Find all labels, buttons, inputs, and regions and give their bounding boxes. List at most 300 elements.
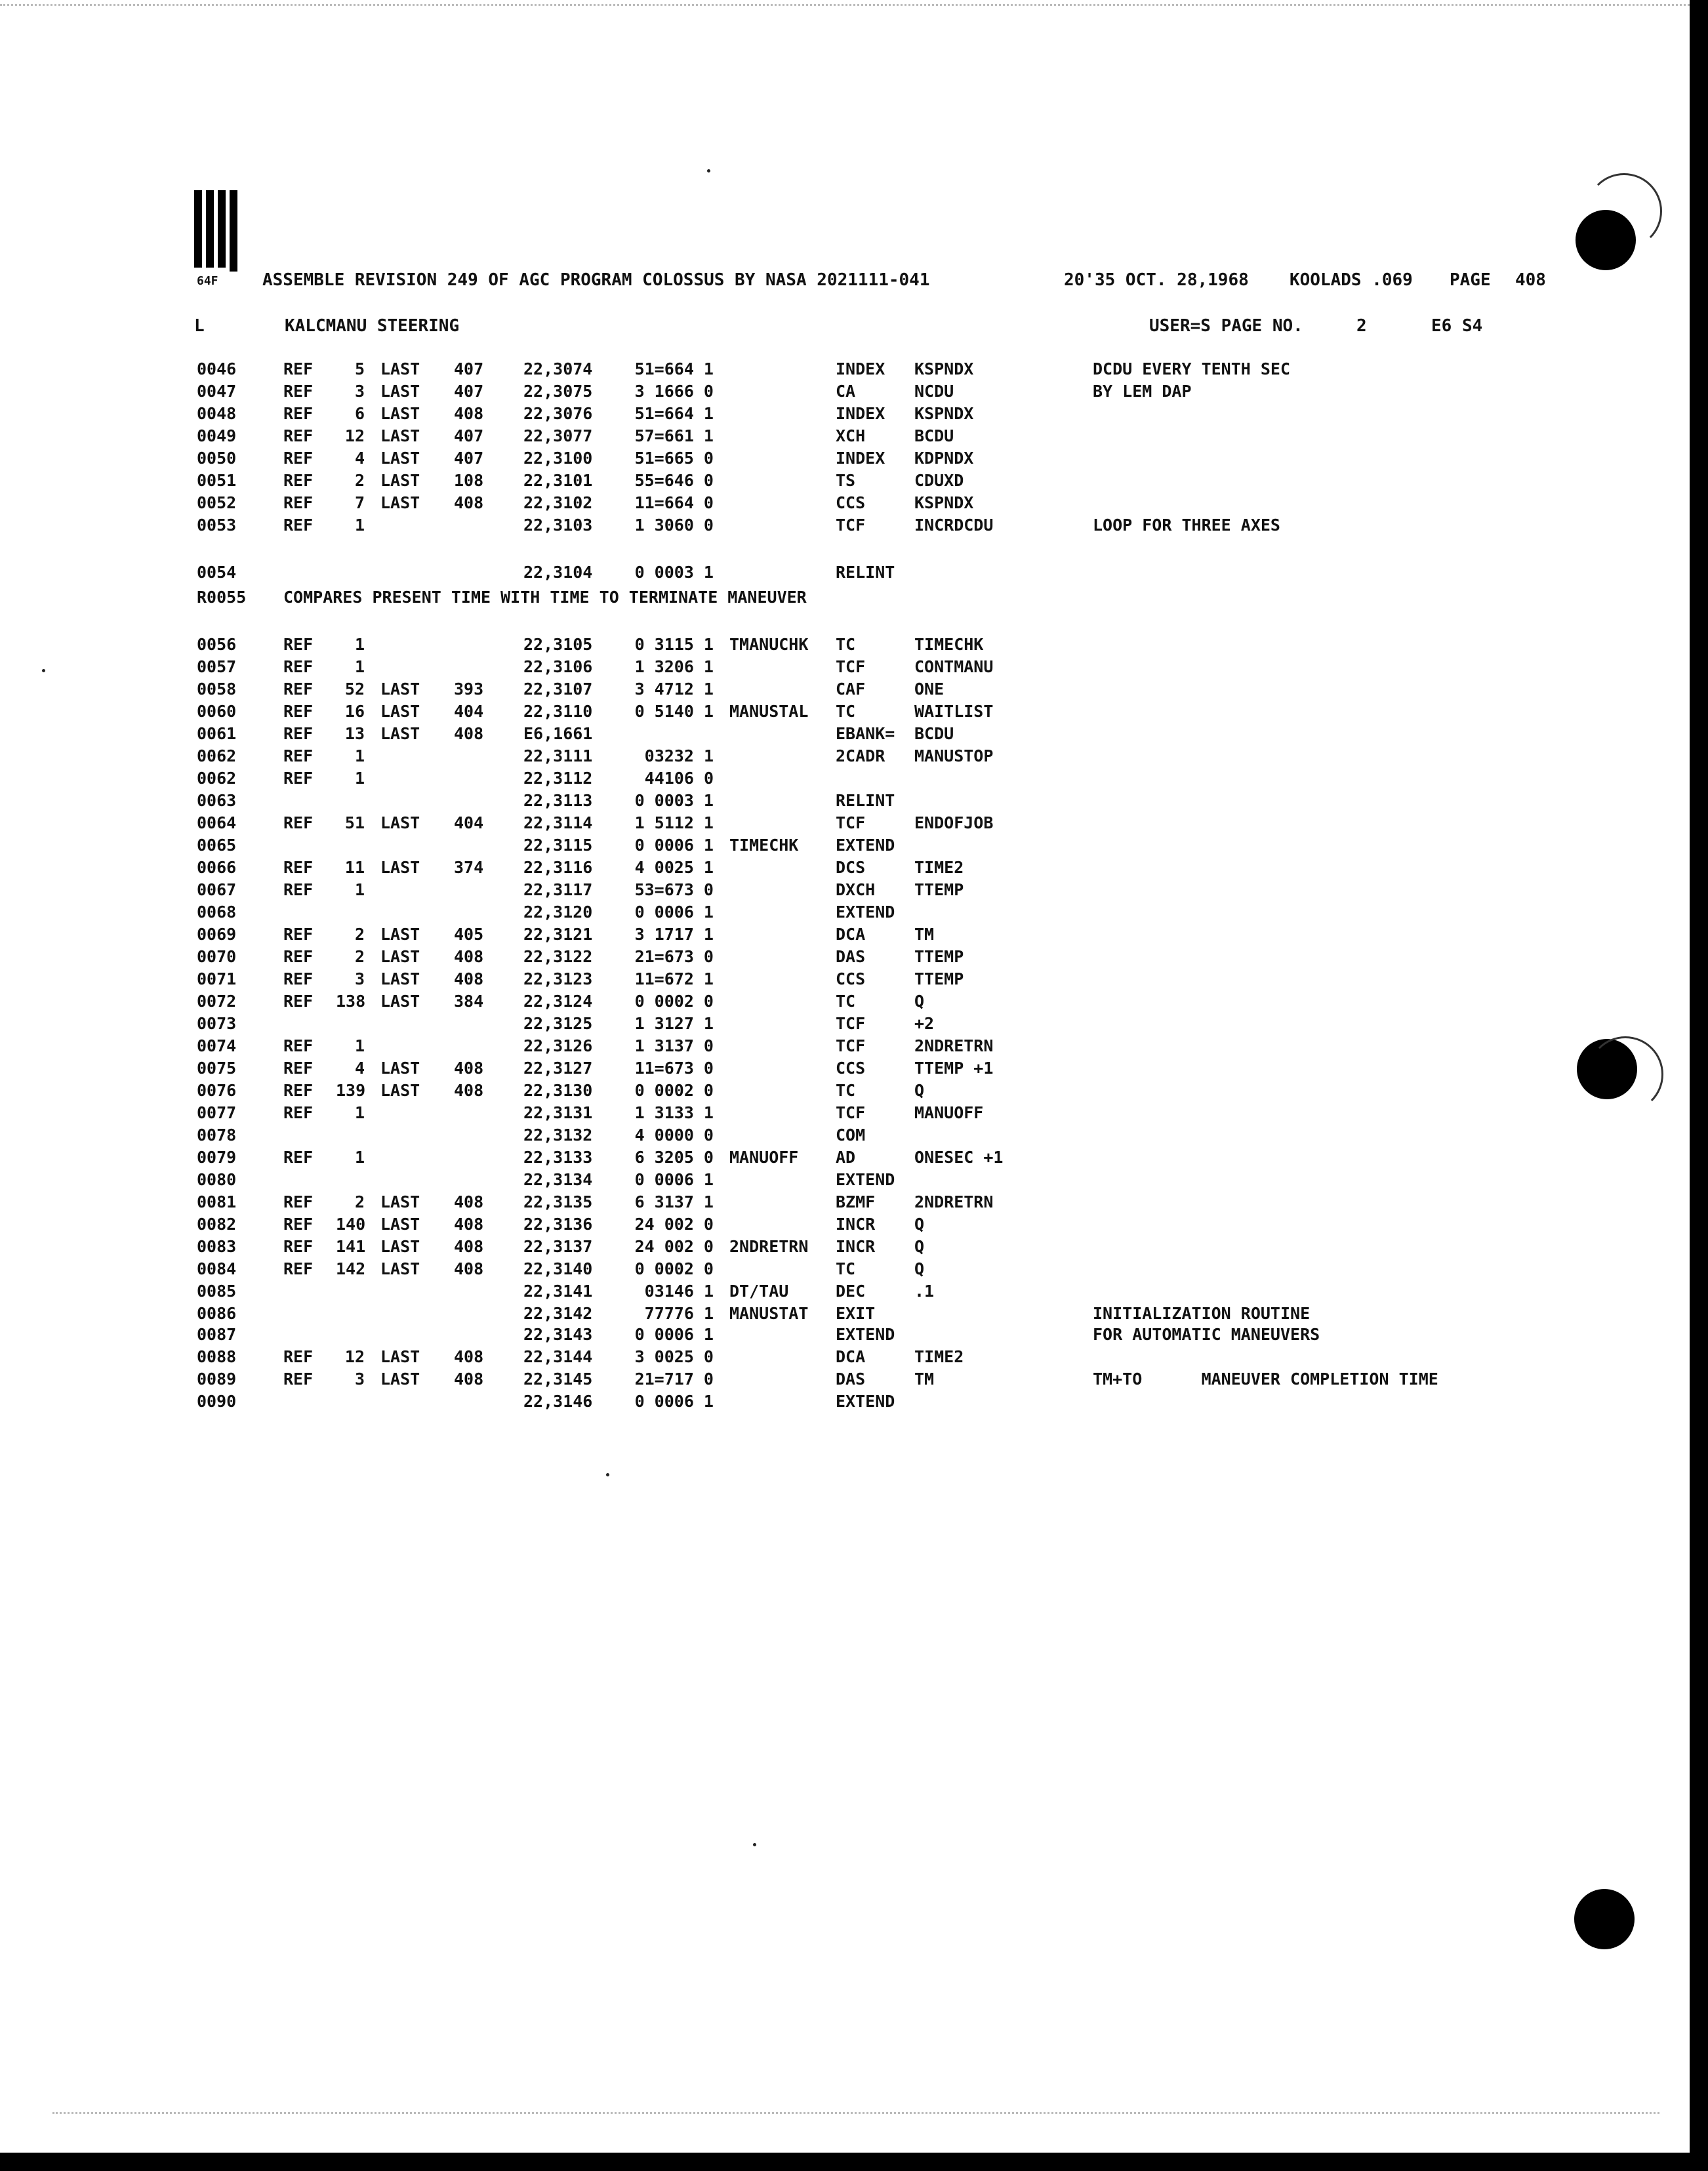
cell-num: 0085: [197, 1282, 237, 1301]
cell-arg: TTEMP: [914, 880, 964, 899]
listing-line: [0, 746, 1561, 769]
cell-last: LAST: [380, 1192, 420, 1211]
cell-addr: 22,3127: [523, 1059, 593, 1078]
cell-addr: 22,3144: [523, 1347, 593, 1366]
cell-page: 408: [454, 724, 484, 743]
cell-comment: INITIALIZATION ROUTINE: [1093, 1304, 1311, 1323]
listing-line: [0, 1215, 1561, 1237]
cell-cnt: 7: [354, 493, 365, 512]
cell-num: 0054: [197, 563, 237, 582]
listing-line: [0, 493, 1561, 516]
bank-label: E6 S4: [1431, 316, 1483, 336]
listing-line: [0, 1237, 1561, 1259]
cell-cnt: 2: [354, 1192, 365, 1211]
cell-arg: BCDU: [914, 724, 954, 743]
scan-speck: [753, 1843, 756, 1846]
cell-addr: 22,3076: [523, 404, 593, 423]
cell-addr: 22,3137: [523, 1237, 593, 1256]
cell-last: LAST: [380, 1237, 420, 1256]
cell-last: LAST: [380, 813, 420, 832]
listing-line: [0, 1103, 1561, 1126]
cell-op: CCS: [836, 493, 866, 512]
cell-num: 0067: [197, 880, 237, 899]
cell-comment: BY LEM DAP: [1093, 382, 1192, 401]
cell-op: EXTEND: [836, 903, 895, 922]
cell-word: 44106 0: [644, 769, 714, 788]
punch-hole-arc-middle: [1587, 1036, 1663, 1112]
cell-op: CAF: [836, 680, 866, 699]
listing-line: [0, 903, 1561, 925]
cell-op: RELINT: [836, 563, 895, 582]
listing-line: [0, 702, 1561, 724]
cell-cnt: 1: [354, 635, 365, 654]
cell-arg: Q: [914, 1259, 925, 1278]
cell-num: 0062: [197, 746, 237, 765]
cell-word: 03146 1: [644, 1282, 714, 1301]
cell-num: 0088: [197, 1347, 237, 1366]
cell-num: 0064: [197, 813, 237, 832]
listing-line: [0, 791, 1561, 813]
cell-num: 0071: [197, 969, 237, 988]
cell-addr: 22,3132: [523, 1126, 593, 1145]
cell-cnt: 6: [354, 404, 365, 423]
cell-last: LAST: [380, 724, 420, 743]
user-page-label: USER=S PAGE NO.: [1149, 316, 1303, 336]
cell-num: 0060: [197, 702, 237, 721]
cell-cnt: 4: [354, 1059, 365, 1078]
subheader-letter: L: [194, 316, 205, 336]
cell-addr: 22,3126: [523, 1036, 593, 1055]
cell-num: 0046: [197, 359, 237, 378]
cell-op: DAS: [836, 947, 866, 966]
cell-op: TC: [836, 992, 856, 1011]
listing-line: [0, 563, 1561, 585]
cell-last: LAST: [380, 858, 420, 877]
cell-arg: KDPNDX: [914, 449, 974, 468]
cell-addr: 22,3077: [523, 426, 593, 445]
cell-rep: REF: [283, 635, 314, 654]
cell-addr: 22,3142: [523, 1304, 593, 1323]
cell-page: 407: [454, 359, 484, 378]
listing-line: [0, 1126, 1561, 1148]
cell-cnt: 139: [336, 1081, 366, 1100]
cell-arg: TTEMP: [914, 947, 964, 966]
cell-word: 0 0006 1: [634, 1170, 714, 1189]
cell-label: 2NDRETRN: [729, 1237, 809, 1256]
cell-num: 0086: [197, 1304, 237, 1323]
cell-addr: 22,3107: [523, 680, 593, 699]
cell-rep: REF: [283, 1059, 314, 1078]
cell-addr: 22,3103: [523, 516, 593, 535]
cell-addr: 22,3140: [523, 1259, 593, 1278]
cell-page: 408: [454, 1081, 484, 1100]
cell-arg: +2: [914, 1014, 935, 1033]
cell-op: DXCH: [836, 880, 876, 899]
cell-word: 21=717 0: [634, 1370, 714, 1389]
cell-word: 3 1666 0: [634, 382, 714, 401]
cell-op: CCS: [836, 969, 866, 988]
cell-last: LAST: [380, 992, 420, 1011]
listing-line: [0, 880, 1561, 903]
listing-line: [0, 657, 1561, 680]
listing-line: [0, 1059, 1561, 1081]
cell-word: 0 3115 1: [634, 635, 714, 654]
cell-word: 55=646 0: [634, 471, 714, 490]
cell-word: 0 5140 1: [634, 702, 714, 721]
cell-num: 0057: [197, 657, 237, 676]
cell-arg: NCDU: [914, 382, 954, 401]
cell-cnt: 52: [344, 680, 365, 699]
scan-speck: [606, 1473, 609, 1476]
listing-line: [0, 449, 1561, 471]
cell-addr: 22,3131: [523, 1103, 593, 1122]
cell-cnt: 1: [354, 769, 365, 788]
cell-cnt: 16: [344, 702, 365, 721]
cell-rep: REF: [283, 925, 314, 944]
cell-rep: REF: [283, 947, 314, 966]
cell-page: 405: [454, 925, 484, 944]
cell-op: TCF: [836, 516, 866, 535]
cell-page: 404: [454, 702, 484, 721]
cell-word: 1 3127 1: [634, 1014, 714, 1033]
cell-num: 0072: [197, 992, 237, 1011]
cell-last: LAST: [380, 947, 420, 966]
cell-word: 21=673 0: [634, 947, 714, 966]
listing-line: [0, 1148, 1561, 1170]
cell-arg: TTEMP: [914, 969, 964, 988]
cell-num: 0068: [197, 903, 237, 922]
cell-word: 11=664 0: [634, 493, 714, 512]
cell-num: 0078: [197, 1126, 237, 1145]
listing-line: [0, 1081, 1561, 1103]
cell-rep: REF: [283, 1103, 314, 1122]
listing-line: [0, 382, 1561, 404]
cell-rep: REF: [283, 1237, 314, 1256]
cell-word: 0 0002 0: [634, 1259, 714, 1278]
cell-rep: REF: [283, 1036, 314, 1055]
listing-line: [0, 1304, 1561, 1326]
cell-num: 0075: [197, 1059, 237, 1078]
remark-line: [0, 588, 1561, 610]
cell-arg: TM: [914, 1370, 935, 1389]
cell-label: MANUOFF: [729, 1148, 799, 1167]
scan-speck: [707, 169, 710, 172]
listing-line: [0, 1347, 1561, 1370]
cell-op: TCF: [836, 657, 866, 676]
cell-addr: 22,3125: [523, 1014, 593, 1033]
listing-line: [0, 1014, 1561, 1036]
listing-line: [0, 471, 1561, 493]
cell-rep: REF: [283, 1192, 314, 1211]
cell-op: DCA: [836, 1347, 866, 1366]
user-page-number: 2: [1356, 316, 1367, 336]
cell-num: 0066: [197, 858, 237, 877]
cell-op: COM: [836, 1126, 866, 1145]
cell-word: 1 3060 0: [634, 516, 714, 535]
punch-hole-arc-top: [1586, 173, 1662, 249]
cell-addr: 22,3115: [523, 836, 593, 855]
cell-word: 0 0006 1: [634, 1392, 714, 1411]
cell-last: LAST: [380, 493, 420, 512]
cell-addr: E6,1661: [523, 724, 593, 743]
cell-addr: 22,3110: [523, 702, 593, 721]
cell-page: 408: [454, 1059, 484, 1078]
listing-line: [0, 1036, 1561, 1059]
printout-logo-mark: [194, 190, 240, 282]
cell-page: 407: [454, 449, 484, 468]
cell-rep: REF: [283, 746, 314, 765]
cell-last: LAST: [380, 426, 420, 445]
listing-line: [0, 724, 1561, 746]
cell-op: TC: [836, 1081, 856, 1100]
cell-addr: 22,3136: [523, 1215, 593, 1234]
cell-addr: 22,3104: [523, 563, 593, 582]
cell-addr: 22,3117: [523, 880, 593, 899]
cell-label: DT/TAU: [729, 1282, 789, 1301]
cell-op: TCF: [836, 1103, 866, 1122]
cell-addr: 22,3133: [523, 1148, 593, 1167]
cell-addr: 22,3102: [523, 493, 593, 512]
cell-cnt: 11: [344, 858, 365, 877]
cell-page: 408: [454, 404, 484, 423]
cell-num: 0050: [197, 449, 237, 468]
cell-page: 393: [454, 680, 484, 699]
cell-word: 6 3205 0: [634, 1148, 714, 1167]
cell-num: 0061: [197, 724, 237, 743]
listing-line: [0, 516, 1561, 538]
listing-line: [0, 426, 1561, 449]
cell-op: DEC: [836, 1282, 866, 1301]
cell-addr: 22,3121: [523, 925, 593, 944]
cell-cnt: 12: [344, 426, 365, 445]
cell-word: 3 0025 0: [634, 1347, 714, 1366]
listing-header: [197, 270, 1574, 299]
cell-num: 0081: [197, 1192, 237, 1211]
scan-speck: [42, 669, 45, 672]
cell-page: 384: [454, 992, 484, 1011]
listing-subheader: [194, 316, 1506, 342]
listing-line: [0, 1192, 1561, 1215]
section-title: KALCMANU STEERING: [285, 316, 460, 336]
cell-arg: BCDU: [914, 426, 954, 445]
cell-rep: REF: [283, 969, 314, 988]
cell-cnt: 142: [336, 1259, 366, 1278]
cell-op: INCR: [836, 1215, 876, 1234]
cell-word: 51=664 1: [634, 359, 714, 378]
cell-word: 77776 1: [644, 1304, 714, 1323]
cell-last: LAST: [380, 449, 420, 468]
listing-line: [0, 1259, 1561, 1282]
cell-cnt: 3: [354, 1370, 365, 1389]
cell-arg: TM: [914, 925, 935, 944]
cell-arg: WAITLIST: [914, 702, 994, 721]
header-koolads: KOOLADS .069: [1290, 270, 1413, 290]
cell-rep: REF: [283, 657, 314, 676]
cell-addr: 22,3145: [523, 1370, 593, 1389]
cell-num: 0065: [197, 836, 237, 855]
cell-arg: MANUOFF: [914, 1103, 984, 1122]
cell-rep: REF: [283, 1081, 314, 1100]
cell-arg: Q: [914, 1215, 925, 1234]
cell-rep: REF: [283, 1370, 314, 1389]
cell-cnt: 140: [336, 1215, 366, 1234]
cell-op: INDEX: [836, 449, 885, 468]
cell-cnt: 51: [344, 813, 365, 832]
cell-addr: 22,3112: [523, 769, 593, 788]
cell-num: 0053: [197, 516, 237, 535]
cell-op: EXTEND: [836, 1325, 895, 1344]
cell-rep: REF: [283, 858, 314, 877]
cell-word: 3 1717 1: [634, 925, 714, 944]
cell-arg: MANUSTOP: [914, 746, 994, 765]
cell-word: 57=661 1: [634, 426, 714, 445]
cell-last: LAST: [380, 969, 420, 988]
cell-rep: REF: [283, 1259, 314, 1278]
cell-word: 1 5112 1: [634, 813, 714, 832]
cell-arg: CONTMANU: [914, 657, 994, 676]
cell-word: 11=672 1: [634, 969, 714, 988]
cell-word: 53=673 0: [634, 880, 714, 899]
cell-num: 0073: [197, 1014, 237, 1033]
header-datetime: 20'35 OCT. 28,1968: [1064, 270, 1249, 290]
cell-cnt: 5: [354, 359, 365, 378]
listing-line: [0, 359, 1561, 382]
cell-cnt: 1: [354, 880, 365, 899]
cell-cnt: 1: [354, 1103, 365, 1122]
cell-label: TMANUCHK: [729, 635, 809, 654]
cell-cnt: 2: [354, 925, 365, 944]
cell-page: 108: [454, 471, 484, 490]
cell-last: LAST: [380, 404, 420, 423]
cell-rep: REF: [283, 382, 314, 401]
cell-page: 408: [454, 1370, 484, 1389]
cell-word: 0 0002 0: [634, 992, 714, 1011]
cell-comment: DCDU EVERY TENTH SEC: [1093, 359, 1291, 378]
cell-op: TCF: [836, 1014, 866, 1033]
cell-rep: REF: [283, 992, 314, 1011]
cell-num: 0047: [197, 382, 237, 401]
cell-addr: 22,3135: [523, 1192, 593, 1211]
cell-addr: 22,3122: [523, 947, 593, 966]
cell-word: 0 0006 1: [634, 1325, 714, 1344]
cell-last: LAST: [380, 1059, 420, 1078]
listing-line: [0, 1392, 1561, 1414]
cell-arg: KSPNDX: [914, 359, 974, 378]
cell-cnt: 3: [354, 382, 365, 401]
cell-addr: 22,3130: [523, 1081, 593, 1100]
listing-line: [0, 635, 1561, 657]
top-edge-marks: [0, 4, 1690, 9]
cell-page: 407: [454, 382, 484, 401]
cell-cnt: 138: [336, 992, 366, 1011]
cell-last: LAST: [380, 1259, 420, 1278]
cell-rep: REF: [283, 449, 314, 468]
cell-num: 0080: [197, 1170, 237, 1189]
cell-num: 0087: [197, 1325, 237, 1344]
cell-op: TCF: [836, 813, 866, 832]
cell-arg: Q: [914, 1081, 925, 1100]
cell-cnt: 12: [344, 1347, 365, 1366]
cell-rep: REF: [283, 769, 314, 788]
cell-op: TS: [836, 471, 856, 490]
cell-word: 0 0006 1: [634, 903, 714, 922]
cell-num: 0082: [197, 1215, 237, 1234]
cell-cnt: 1: [354, 516, 365, 535]
cell-op: EBANK=: [836, 724, 895, 743]
cell-addr: 22,3074: [523, 359, 593, 378]
cell-cnt: 1: [354, 1036, 365, 1055]
cell-rep: REF: [283, 404, 314, 423]
cell-op: EXTEND: [836, 1392, 895, 1411]
cell-arg: TIME2: [914, 858, 964, 877]
cell-op: XCH: [836, 426, 866, 445]
header-page-label: PAGE: [1450, 270, 1491, 290]
cell-num: 0058: [197, 680, 237, 699]
cell-arg: INCRDCDU: [914, 516, 994, 535]
cell-rep: REF: [283, 680, 314, 699]
cell-last: LAST: [380, 471, 420, 490]
cell-op: DCA: [836, 925, 866, 944]
cell-addr: 22,3113: [523, 791, 593, 810]
cell-op: DCS: [836, 858, 866, 877]
cell-rep: REF: [283, 359, 314, 378]
cell-op: TC: [836, 702, 856, 721]
cell-page: 408: [454, 1347, 484, 1366]
cell-cnt: 1: [354, 1148, 365, 1167]
cell-word: 4 0000 0: [634, 1126, 714, 1145]
cell-label: MANUSTAL: [729, 702, 809, 721]
cell-op: INDEX: [836, 359, 885, 378]
cell-addr: 22,3124: [523, 992, 593, 1011]
cell-num: 0083: [197, 1237, 237, 1256]
cell-op: 2CADR: [836, 746, 885, 765]
cell-rep: REF: [283, 426, 314, 445]
cell-last: LAST: [380, 1081, 420, 1100]
line-number: R0055: [197, 588, 247, 607]
cell-cnt: 2: [354, 947, 365, 966]
cell-page: 404: [454, 813, 484, 832]
cell-num: 0063: [197, 791, 237, 810]
listing-line: [0, 969, 1561, 992]
cell-num: 0048: [197, 404, 237, 423]
cell-page: 407: [454, 426, 484, 445]
cell-last: LAST: [380, 1347, 420, 1366]
cell-num: 0070: [197, 947, 237, 966]
bottom-edge-marks: [52, 2112, 1659, 2117]
cell-op: EXTEND: [836, 836, 895, 855]
cell-num: 0079: [197, 1148, 237, 1167]
cell-word: 1 3206 1: [634, 657, 714, 676]
cell-rep: REF: [283, 880, 314, 899]
cell-rep: REF: [283, 724, 314, 743]
cell-rep: REF: [283, 1215, 314, 1234]
cell-addr: 22,3114: [523, 813, 593, 832]
listing-line: [0, 947, 1561, 969]
cell-num: 0062: [197, 769, 237, 788]
cell-arg: KSPNDX: [914, 404, 974, 423]
cell-arg: Q: [914, 1237, 925, 1256]
cell-num: 0076: [197, 1081, 237, 1100]
cell-addr: 22,3101: [523, 471, 593, 490]
cell-rep: REF: [283, 813, 314, 832]
cell-addr: 22,3120: [523, 903, 593, 922]
cell-last: LAST: [380, 1370, 420, 1389]
cell-op: INCR: [836, 1237, 876, 1256]
cell-addr: 22,3075: [523, 382, 593, 401]
cell-num: 0084: [197, 1259, 237, 1278]
cell-num: 0089: [197, 1370, 237, 1389]
cell-arg: TIME2: [914, 1347, 964, 1366]
